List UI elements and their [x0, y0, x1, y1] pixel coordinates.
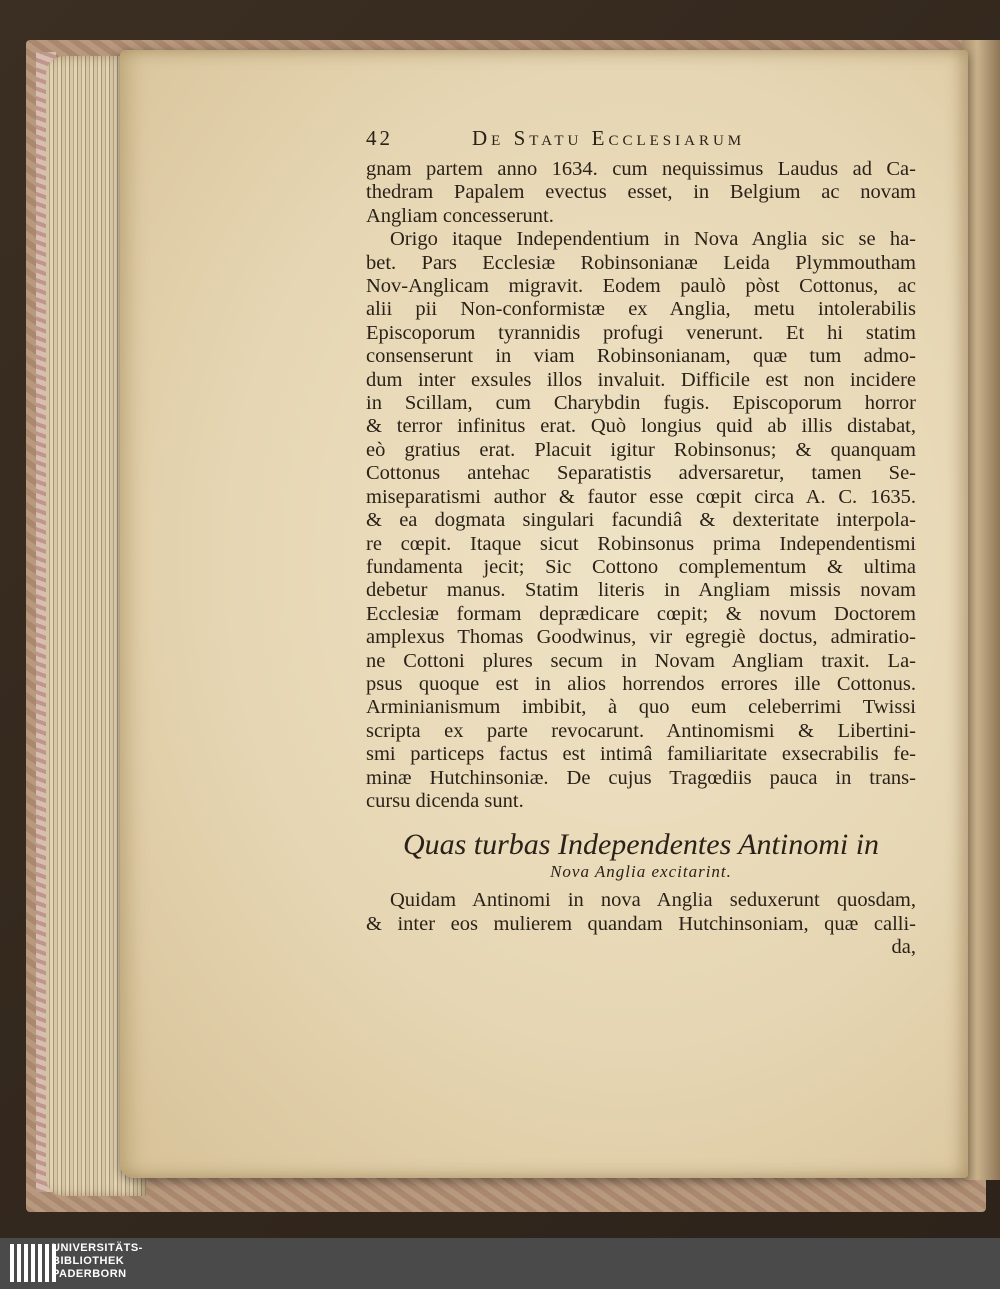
section-paragraph	[366, 889, 916, 959]
library-footer	[0, 1238, 1000, 1289]
text-line: Quidam Antinomi in nova Anglia seduxerunt quosdam,	[390, 889, 916, 912]
text-line: Cottonus antehac Separatistis adversaretur, tamen Se-	[366, 462, 916, 485]
section-subheading: Nova Anglia excitarint.	[550, 862, 732, 882]
body-paragraphs	[366, 158, 916, 813]
text-line: & ea dogmata singulari facundiâ & dexteritate interpola-	[366, 509, 916, 532]
text-line: Arminianismum imbibit, à quo eum celeberrimi Twissi	[366, 696, 916, 719]
text-line: thedram Papalem evectus esset, in Belgium ac novam	[366, 181, 916, 204]
library-name	[52, 1242, 143, 1281]
text-line: alii pii Non-conformistæ ex Anglia, metu intolerabilis	[366, 298, 916, 321]
text-line: ne Cottoni plures secum in Novam Angliam traxit. La-	[366, 649, 916, 672]
text-line: miseparatismi author & fautor esse cœpit circa A. C. 1635.	[366, 485, 916, 508]
text-line: eò gratius erat. Placuit igitur Robinsonus; & quanquam	[366, 438, 916, 461]
library-name-line: BIBLIOTHEK	[52, 1255, 125, 1267]
text-line: gnam partem anno 1634. cum nequissimus Laudus ad Ca-	[366, 158, 916, 180]
text-line: Origo itaque Independentium in Nova Anglia sic se ha-	[390, 228, 916, 251]
catchword: da,	[891, 936, 916, 959]
text-line: psus quoque est in alios horrendos errores ille Cottonus.	[366, 672, 916, 695]
section-heading: Quas turbas Independentes Antinomi in	[402, 828, 880, 862]
library-name-line: PADERBORN	[52, 1268, 127, 1280]
library-name-line: UNIVERSITÄTS-	[52, 1242, 143, 1254]
text-line: Angliam concesserunt.	[366, 204, 554, 227]
text-line: dum inter exsules illos invaluit. Difficile est non incidere	[366, 368, 916, 391]
text-line: in Scillam, cum Charybdin fugis. Episcoporum horror	[366, 392, 916, 415]
page-text	[366, 124, 916, 960]
text-line: debetur manus. Statim literis in Angliam missis novam	[366, 579, 916, 602]
text-line: Ecclesiæ formam deprædicare cœpit; & novum Doctorem	[366, 602, 916, 625]
text-line: fundamenta jecit; Sic Cottono complementum & ultima	[366, 555, 916, 578]
library-logo-icon	[10, 1244, 56, 1282]
text-line: Nov-Anglicam migravit. Eodem paulò pòst Cottonus, ac	[366, 275, 916, 298]
running-head	[366, 124, 916, 158]
text-line: smi particeps factus est intimâ familiaritate exsecrabilis fe-	[366, 743, 916, 766]
running-title: De Statu Ecclesiarum	[472, 126, 746, 150]
text-line: scripta ex parte revocarunt. Antinomismi & Libertini-	[366, 719, 916, 742]
text-line: & terror infinitus erat. Quò longius quid ab illis distabat,	[366, 415, 916, 438]
text-line: re cœpit. Itaque sicut Robinsonus prima Independentismi	[366, 532, 916, 555]
text-line: minæ Hutchinsoniæ. De cujus Tragœdiis pauca in trans-	[366, 766, 916, 789]
text-line: bet. Pars Ecclesiæ Robinsonianæ Leida Plymmoutham	[366, 251, 916, 274]
text-line: cursu dicenda sunt.	[366, 789, 524, 812]
page-number: 42	[366, 126, 393, 150]
text-line: & inter eos mulierem quandam Hutchinsoniam, quæ calli-	[366, 912, 916, 935]
text-line: amplexus Thomas Goodwinus, vir egregiè doctus, admiratio-	[366, 626, 916, 649]
text-line: Episcoporum tyrannidis profugi venerunt. Et hi statim	[366, 321, 916, 344]
text-line: consenserunt in viam Robinsonianam, quæ tum admo-	[366, 345, 916, 368]
